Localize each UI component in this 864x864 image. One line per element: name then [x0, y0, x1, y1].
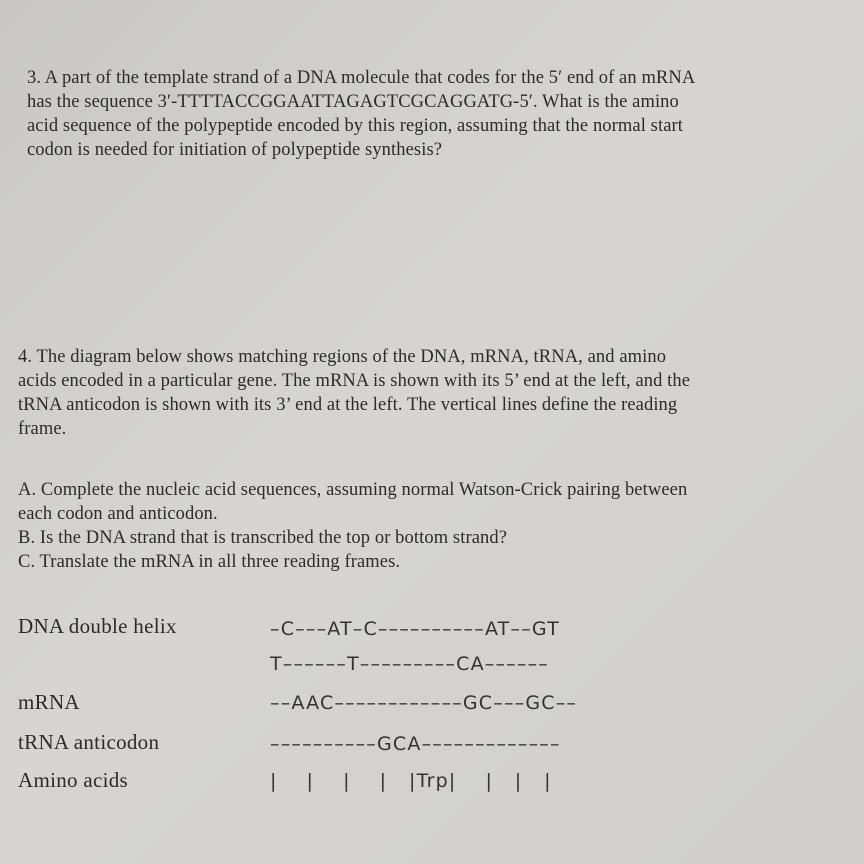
amino-acids-label: Amino acids: [18, 768, 129, 792]
mrna-sequence: ––AAC––––––––––––GC–––GC––: [270, 692, 578, 714]
trna-sequence: ––––––––––GCA–––––––––––––: [270, 733, 561, 755]
dna-label: DNA double helix: [18, 614, 177, 638]
question-3-line: codon is needed for initiation of polypeptide synthesis?: [27, 140, 443, 160]
part-a-line: A. Complete the nucleic acid sequences, assuming normal Watson-Crick pairing between: [18, 480, 688, 500]
trna-label: tRNA anticodon: [18, 730, 160, 754]
mrna-label: mRNA: [18, 690, 80, 714]
question-4-line: frame.: [18, 419, 67, 439]
part-a-line: each codon and anticodon.: [18, 504, 218, 524]
part-b-line: B. Is the DNA strand that is transcribed the top or bottom strand?: [18, 528, 508, 548]
dna-bottom-strand: T––––––T–––––––––CA––––––: [270, 653, 549, 675]
question-3-line: 3. A part of the template strand of a DNA molecule that codes for the 5′ end of an mRNA: [27, 68, 696, 88]
question-4-line: 4. The diagram below shows matching regions of the DNA, mRNA, tRNA, and amino: [18, 347, 667, 367]
question-4: [18, 345, 690, 441]
question-4-line: tRNA anticodon is shown with its 3’ end at the left. The vertical lines define the reading: [18, 395, 678, 415]
amino-acid-row: | | | | |Trp| | | |: [270, 770, 552, 792]
question-3: [27, 66, 695, 162]
question-4-line: acids encoded in a particular gene. The mRNA is shown with its 5’ end at the left, and the: [18, 371, 691, 391]
question-3-line: has the sequence 3′-TTTTACCGGAATTAGAGTCGCAGGATG-5′. What is the amino: [27, 92, 679, 112]
part-c-line: C. Translate the mRNA in all three reading frames.: [18, 552, 401, 572]
dna-top-strand: –C–––AT–C––––––––––AT––GT: [270, 618, 560, 640]
question-3-line: acid sequence of the polypeptide encoded by this region, assuming that the normal start: [27, 116, 684, 136]
question-4-parts: [18, 478, 687, 574]
